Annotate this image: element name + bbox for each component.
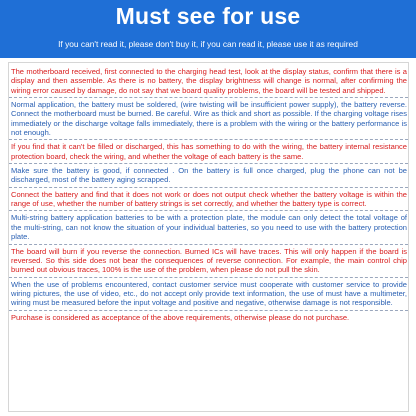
divider [9, 139, 408, 140]
divider [9, 244, 408, 245]
divider [9, 210, 408, 211]
notice-paragraph-5: Connect the battery and find that it does not work or does not output check whether the battery voltage is within the range of use, whether the number of battery strings is set correctly, and whether the battery type is correct. [11, 189, 407, 209]
notice-body [8, 62, 409, 412]
notice-paragraph-8: When the use of problems encountered, contact customer service must cooperate with customer service to provide wiring pictures, the use of video, etc., do not accept only provide text information, the use of must have a multimeter, wiring must be measured before the input voltage and positive and negative, otherwise damage is not responsible. [11, 279, 407, 308]
divider [9, 163, 408, 164]
notice-paragraph-3: If you find that it can't be filled or discharged, this has something to do with the wiring, the battery internal resistance protection board, check the wiring, and whether the voltage of each battery is the same. [11, 142, 407, 161]
notice-paragraph-7: The board will burn if you reverse the connection. Burned ICs will have traces. This will only happen if the board is reversed. So this side does not bear the consequences of reverse connection. For example, the main control chip burned out obvious traces, 100% is the use of the problem, when please do not pull the skin. [11, 246, 407, 275]
page-subtitle: If you can't read it, please don't buy it, if you can read it, please use it as required [58, 39, 358, 49]
divider [9, 187, 408, 188]
divider [9, 310, 408, 311]
notice-paragraph-1: The motherboard received, first connected to the charging head test, look at the display status, confirm that there is a display and then assemble. As there is no battery, the display brightness will change is normal, after confirming the wiring error caused by damage, do not say that we board quality problems, the board will be tested and shipped. [11, 67, 407, 95]
notice-paragraph-4: Make sure the battery is good, if connected . On the battery is full once charged, plug the phone can not be discharged, most of the battery aging scrapped. [11, 166, 407, 185]
divider [9, 97, 408, 98]
notice-paragraph-6: Multi-string battery application batteries to be with a protection plate, the module can only detect the total voltage of the multi-string, can not know the situation of your individual batteries, so you need to use with the battery protection plate. [11, 213, 407, 242]
divider [9, 277, 408, 278]
header-banner [0, 0, 416, 58]
page-title: Must see for use [115, 3, 301, 29]
notice-paragraph-2: Normal application, the battery must be soldered, (wire twisting will be insufficient power supply), the battery reverse. Connect the motherboard must be burned. Be careful. Wire as thick and short as possible. If the charging voltage rises immediately or the discharge voltage falls immediately, there is a problem with the wiring or the battery performance is not enough. [11, 100, 407, 138]
notice-paragraph-9: Purchase is considered as acceptance of the above requirements, otherwise please do not purchase. [11, 312, 350, 322]
